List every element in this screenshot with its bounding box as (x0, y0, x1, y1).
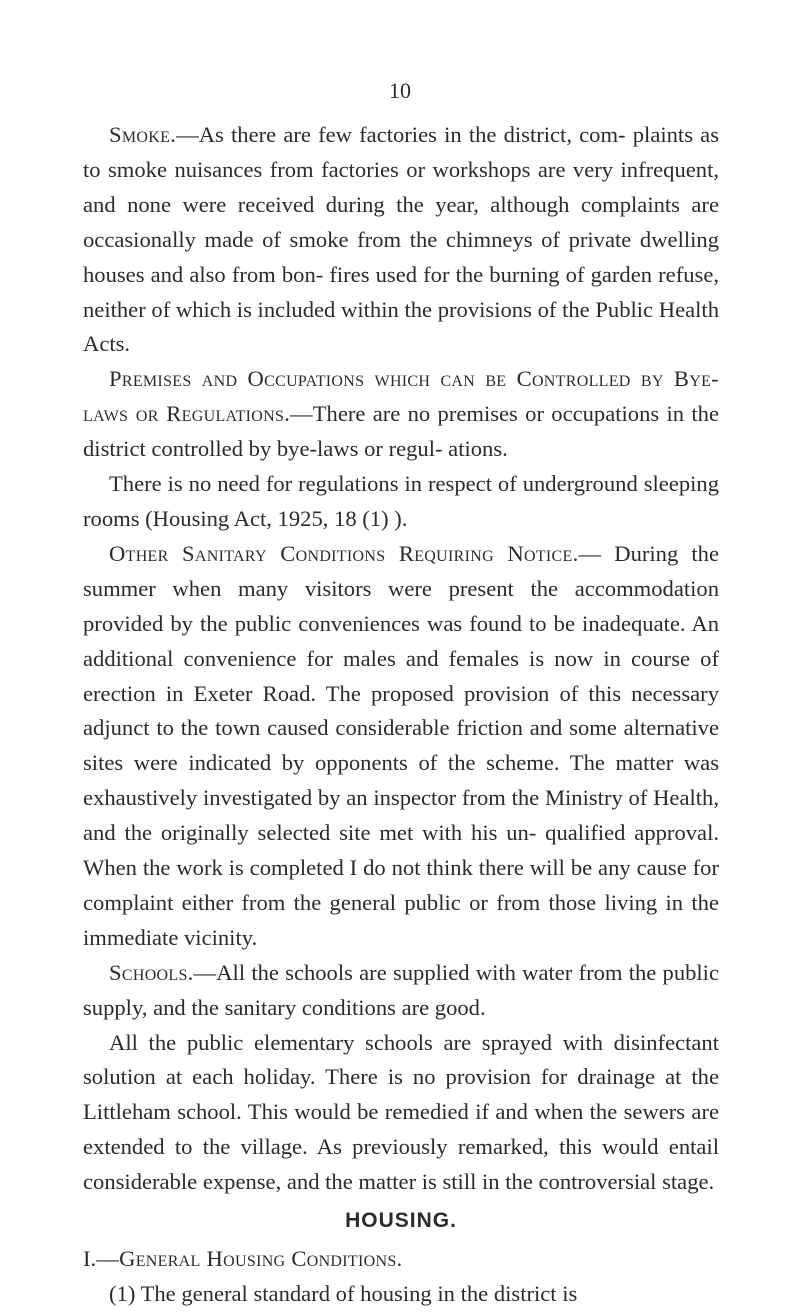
schools-text: —All the schools are supplied with water from the public supply, and the sanitary conditions are good. (83, 959, 719, 1020)
sanitary-paragraph (83, 537, 719, 956)
sanitary-text: — During the summer when many visitors were present the accommodation provided by the public conveniences was found to be inadequate. An additional convenience for males and females is now in course of erection in Exeter Road. The proposed provision of this necessary adjunct to the town caused considerable friction and some alternative sites were indicated by opponents of the scheme. The matter was exhaustively investigated by an inspector from the Ministry of Health, and the originally selected site met with his un- qualified approval. When the work is completed I do not think there will be any cause for complaint either from the general public or from those living in the immediate vicinity. (83, 540, 719, 950)
premises-heading: Premises and Occupations which can be Controlled by Bye-laws or Regulations. (83, 366, 719, 427)
schools-paragraph (83, 956, 719, 1026)
smoke-heading: Smoke. (109, 122, 177, 147)
housing-section-line (83, 1242, 719, 1277)
page-body (83, 118, 719, 1312)
housing-item-1: (1) The general standard of housing in the district is (109, 1281, 578, 1306)
smoke-text: —As there are few factories in the district, com- plaints as to smoke nuisances from factories or workshops are very infrequent, and none were received during the year, although complaints are occasionally made of smoke from the chimneys of private dwelling houses and also from bon- fires used for the burning of garden refuse, neither of which is included within the provisions of the Public Health Acts. (83, 122, 719, 357)
sanitary-heading: Other Sanitary Conditions Requiring Notice. (109, 540, 579, 566)
housing-title: HOUSING. (345, 1209, 457, 1233)
underground-paragraph: There is no need for regulations in respect of underground sleeping rooms (Housing Act, 1925, 18 (1) ). (83, 471, 719, 531)
premises-text: —There are no premises or occupations in the district controlled by bye-laws or regul- ations. (83, 401, 719, 462)
disinfectant-paragraph: All the public elementary schools are sprayed with disinfectant solution at each holiday. There is no provision for drainage at the Littleham school. This would be remedied if and when the sewers are extended to the village. As previously remarked, this would entail considerable expense, and the matter is still in the controversial stage. (83, 1029, 719, 1195)
housing-section-number: I. (83, 1246, 97, 1272)
smoke-paragraph (83, 118, 719, 362)
housing-section-heading: —General Housing Conditions. (96, 1246, 403, 1272)
premises-paragraph (83, 362, 719, 467)
schools-heading: Schools. (109, 959, 194, 985)
page-number: 10 (389, 78, 411, 103)
